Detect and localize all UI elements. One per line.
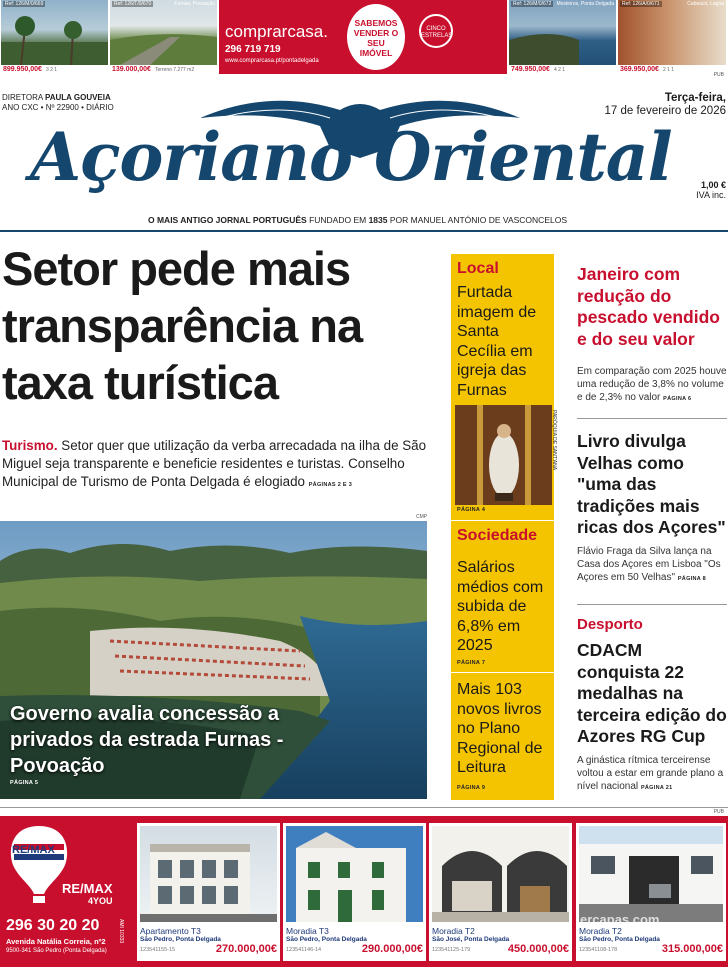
remax-license: AMI 10333 — [118, 919, 124, 944]
property-location: São Pedro, Ponta Delgada — [579, 936, 660, 943]
ad-badge: SABEMOS VENDER O SEU IMÓVEL — [347, 4, 405, 70]
photo-headline[interactable]: Governo avalia concessão a privados da estrada Furnas - Povoação — [10, 703, 284, 777]
ad-ref: Ref: 126/T/0/670 — [114, 1, 152, 7]
comprarcasa-banner[interactable] — [219, 0, 507, 74]
apartment-building-image — [140, 826, 277, 922]
property-price: 450.000,00€ — [507, 943, 569, 955]
masthead-rule — [0, 230, 728, 232]
price-note: IVA inc. — [696, 190, 726, 200]
cover-price — [696, 180, 726, 200]
tagline-bold: O MAIS ANTIGO JORNAL PORTUGUÊS — [148, 215, 307, 225]
weekday: Terça-feira, — [664, 92, 726, 104]
garage-house-image — [579, 826, 723, 922]
remax-4you: RE/MAX — [62, 881, 113, 896]
ad-ref: Ref: 126/A/0/671 — [622, 1, 660, 7]
divider — [451, 520, 554, 521]
lead-summary — [2, 437, 438, 494]
bottom-rule — [0, 807, 728, 808]
lead-body: Setor quer que utilização da verba arrecadada na ilha de São Miguel seja transparente e beneficie residentes e turistas. Conselho Municipal de Turismo de Ponta Delgada é elogiado — [2, 438, 427, 489]
ad-ref: Ref: 126/M/0/669 — [5, 1, 44, 7]
salary-story[interactable]: Salários médios com subida de 6,8% em 2025 — [457, 559, 544, 654]
watermark: ercapas.com — [580, 912, 660, 927]
director-name: PAULA GOUVEIA — [44, 93, 111, 102]
book-summary — [577, 545, 727, 586]
remax-branding[interactable] — [6, 824, 134, 964]
remax-address: Avenida Natália Correia, nº2 — [6, 937, 106, 946]
property-location: São Pedro, Ponta Delgada — [286, 936, 367, 943]
property-photo — [286, 826, 423, 922]
sport-headline[interactable]: CDACM conquista 22 medalhas na terceira edição do Azores RG Cup — [577, 640, 727, 746]
tagline-year: 1835 — [368, 215, 388, 225]
property-card[interactable] — [283, 823, 426, 961]
sport-page: PÁGINA 21 — [640, 785, 673, 791]
ad-brand: comprarcasa. — [225, 22, 328, 41]
ad-price-bar — [509, 65, 616, 74]
ad-specs: 3 2 1 — [45, 67, 58, 73]
property-ref: 123541108-178 — [579, 947, 618, 953]
statue-credit: PARÓQUIA DE SANT'ANA — [551, 410, 557, 471]
lead-kicker: Turismo. — [2, 438, 58, 453]
pub-label: PUB — [713, 72, 724, 78]
property-ref: 123541155-15 — [140, 947, 176, 953]
photo-page: PÁGINA 5 — [10, 780, 39, 786]
palm-trees-image — [1, 10, 108, 65]
ad-phone: 296 719 719 — [225, 44, 281, 55]
book-headline[interactable]: Livro divulga Velhas como "uma das tradições mais ricas dos Açores" — [577, 431, 726, 537]
book-body: Flávio Fraga da Silva lança na Casa dos Açores em Lisboa "Os Açores em 50 Velhas" — [577, 546, 721, 583]
ad-listing-4[interactable] — [618, 0, 726, 74]
remax-phone: 296 30 20 20 — [6, 917, 100, 934]
ad-specs: 4 2 1 — [553, 67, 566, 73]
ad-listing-2[interactable] — [110, 0, 217, 74]
property-title: Moradia T2 — [432, 926, 475, 936]
sport-body: A ginástica rítmica terceirense voltou a estar em grande plano a nível nacional — [577, 755, 724, 792]
property-card[interactable] — [429, 823, 572, 961]
ad-listing-1[interactable] — [1, 0, 108, 74]
statue-photo — [455, 405, 552, 505]
ad-ref: Ref: 126/M/0/672 — [513, 1, 552, 7]
property-title: Moradia T3 — [286, 926, 329, 936]
property-photo — [432, 826, 569, 922]
ad-location: Furnas, Povoação — [174, 1, 215, 7]
ad-specs: 2 1 1 — [662, 67, 675, 73]
fish-headline[interactable]: Janeiro com redução do pescado vendido e do seu valor — [577, 264, 720, 349]
ad-specs: Terreno 7.277 m2 — [154, 67, 195, 73]
interior-image — [432, 826, 569, 922]
ad-price: 139.000,00€ — [112, 66, 151, 73]
ad-price-bar — [1, 65, 108, 74]
fish-page: PÁGINA 6 — [663, 396, 692, 402]
ad-price: 369.950,00€ — [620, 66, 659, 73]
photo-credit: CMP — [416, 514, 428, 520]
property-card[interactable] — [137, 823, 280, 961]
lead-pages: PÁGINAS 2 E 3 — [308, 482, 353, 488]
book-page: PÁGINA 8 — [677, 576, 707, 582]
issue-line: ANO CXC • Nº 22900 • DIÁRIO — [2, 103, 114, 112]
ad-price: 899.950,00€ — [3, 66, 42, 73]
property-location: São José, Ponta Delgada — [432, 936, 510, 943]
divider — [577, 604, 727, 605]
salary-page: PÁGINA 7 — [457, 660, 486, 666]
ad-price: 749.950,00€ — [511, 66, 550, 73]
property-photo — [140, 826, 277, 922]
date: 17 de fevereiro de 2026 — [604, 105, 726, 117]
local-page: PÁGINA 4 — [457, 507, 486, 513]
newspaper-title[interactable]: Açoriano Oriental — [30, 118, 672, 196]
field-image — [110, 25, 217, 65]
house-image — [286, 826, 423, 922]
remax-postcode: 9500-341 São Pedro (Ponta Delgada) — [6, 948, 107, 954]
sport-summary — [577, 754, 727, 795]
tagline-founder: POR MANUEL ANTÓNIO DE VASCONCELOS — [389, 215, 567, 225]
section-local: Local — [457, 260, 499, 277]
local-story[interactable]: Furtada imagem de Santa Cecília em igreja das Furnas — [457, 284, 537, 399]
director-line — [2, 93, 111, 103]
remax-logo-text: RE/MAX — [12, 844, 55, 856]
director-label: DIRETORA — [2, 93, 43, 102]
fish-body: Em comparação com 2025 houve uma redução de 3,8% no volume e de 2,3% no valor — [577, 366, 727, 403]
property-ref: 123541125-179 — [432, 947, 471, 953]
property-location: São Pedro, Ponta Delgada — [140, 936, 221, 943]
property-price: 290.000,00€ — [361, 943, 423, 955]
ad-listing-3[interactable] — [509, 0, 616, 74]
property-title: Moradia T2 — [579, 926, 622, 936]
ad-price-bar — [618, 65, 726, 74]
divider — [451, 672, 554, 673]
section-sociedade: Sociedade — [457, 527, 538, 544]
books-page: PÁGINA 9 — [457, 785, 486, 791]
price: 1,00 € — [700, 180, 726, 190]
tagline — [148, 215, 567, 225]
remax-4you-sub: 4YOU — [88, 896, 113, 906]
saint-statue-image — [455, 405, 552, 505]
ad-website: www.comprarcasa.pt/pontadelgada — [225, 58, 319, 64]
section-desporto: Desporto — [577, 616, 643, 633]
lead-headline[interactable]: Setor pede mais transparência na taxa turística — [2, 242, 363, 409]
ad-award: CINCO ESTRELAS — [419, 14, 453, 48]
ad-location: Mosteiros, Ponta Delgada — [556, 1, 614, 7]
property-card[interactable] — [576, 823, 726, 961]
books-story[interactable]: Mais 103 novos livros no Plano Regional de Leitura — [457, 681, 543, 776]
property-title: Apartamento T3 — [140, 926, 201, 936]
pub-label: PUB — [713, 809, 724, 815]
property-ref: 123541146-14 — [286, 947, 322, 953]
ad-price-bar — [110, 65, 217, 74]
fish-summary — [577, 365, 727, 406]
top-advertisement[interactable] — [0, 0, 728, 76]
issue-date — [605, 92, 726, 118]
property-photo — [579, 826, 723, 922]
property-price: 270.000,00€ — [215, 943, 277, 955]
tagline-founded: FUNDADO EM — [309, 215, 367, 225]
property-price: 315.000,00€ — [661, 943, 723, 955]
coast-image — [509, 20, 616, 65]
ad-location: Cabouco, Lagoa — [687, 1, 724, 7]
divider — [577, 418, 727, 419]
